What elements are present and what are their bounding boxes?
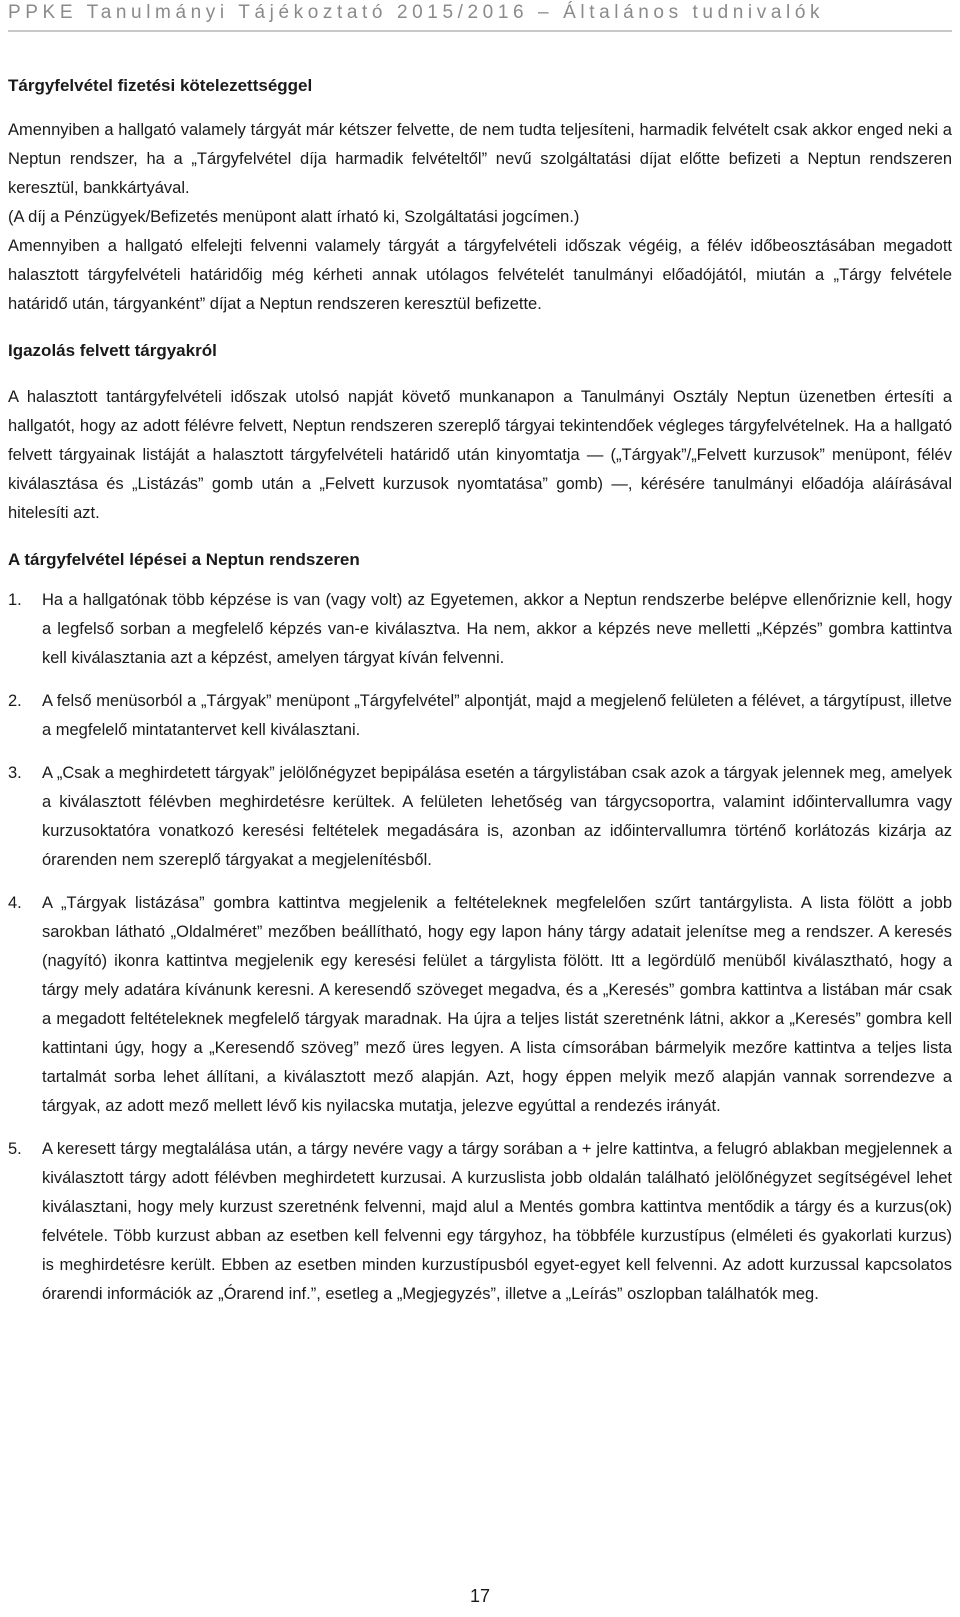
page-body	[8, 72, 952, 1323]
paragraph-certificate: A halasztott tantárgyfelvételi időszak utolsó napját követő munkanapon a Tanulmányi Osztály Neptun üzenetben értesíti a hallgatót, hogy az adott félévre felvett, Neptun rendszeren szereplő tárgyai tekintendőek végleges tárgyfelvételnek. Ha a hallgató felvett tárgyainak listáját a halasztott tárgyfelvételi határidő után kinyomtatja — („Tárgyak”/„Felvett kurzusok” menüpont, félév kiválasztása és „Listázás” gomb után a „Felvett kurzusok nyomtatása” gomb) —, kérésére tanulmányi előadója aláírásával hitelesíti azt.	[8, 388, 952, 522]
list-item-text: A felső menüsorból a „Tárgyak” menüpont „Tárgyfelvétel” alpontját, majd a megjelenő felületen a félévet, a tárgytípust, illetve a megfelelő mintatantervet kell kiválasztani.	[42, 692, 952, 739]
list-item	[8, 889, 952, 1121]
section-heading-payment: Tárgyfelvétel fizetési kötelezettséggel	[8, 76, 313, 95]
list-item-number: 3.	[8, 764, 22, 782]
header-rule	[8, 30, 952, 32]
list-item-number: 2.	[8, 692, 22, 710]
list-item-number: 4.	[8, 894, 22, 912]
paragraph-payment-1: Amennyiben a hallgató valamely tárgyát már kétszer felvette, de nem tudta teljesíteni, harmadik felvételt csak akkor enged neki a Neptun rendszer, ha a „Tárgyfelvétel díja harmadik felvételtől” nevű szolgáltatási díjat előtte befizeti a Neptun rendszeren keresztül, bankkártyával.	[8, 121, 952, 197]
list-item-text: A keresett tárgy megtalálása után, a tárgy nevére vagy a tárgy sorában a + jelre kattintva, a felugró ablakban megjelennek a kiválasztott tárgy adott félévben meghirdetett kurzusai. A kurzuslista jobb oldalán található jelölőnégyzet segítségével lehet kiválasztani, hogy mely kurzust szeretnénk felvenni, majd alul a Mentés gombra kattintva mentődik a tárgy és a kurzus(ok) felvétele. Több kurzust abban az esetben kell felvenni egy tárgyhoz, ha többféle kurzustípus (elméleti és gyakorlati kurzus) is meghirdetésre került. Ebben az esetben minden kurzustípusból egyet-egyet kell felvenni. Az adott kurzussal kapcsolatos órarendi információk az „Órarend inf.”, esetleg a „Megjegyzés”, illetve a „Leírás” oszlopban találhatók meg.	[42, 1140, 952, 1303]
paragraph-payment-3: Amennyiben a hallgató elfelejti felvenni valamely tárgyát a tárgyfelvételi időszak végéig, a félév időbeosztásában megadott halasztott tárgyfelvételi határidőig még kérheti annak utólagos felvételét tanulmányi előadójától, miután a „Tárgy felvétele határidő után, tárgyanként” díjat a Neptun rendszeren keresztül befizette.	[8, 237, 952, 313]
list-item	[8, 687, 952, 745]
section-heading-steps: A tárgyfelvétel lépései a Neptun rendszeren	[8, 550, 360, 569]
list-item-text: A „Tárgyak listázása” gombra kattintva megjelenik a feltételeknek megfelelően szűrt tantárgylista. A lista fölött a jobb sarokban látható „Oldalméret” mezőben beállítható, hogy egy lapon hány tárgy adatait jelenítse meg a rendszer. A keresés (nagyító) ikonra kattintva megjelenik egy keresési felület a tárgylista fölött. Itt a legördülő menüből kiválasztható, hogy a tárgy mely adatára kívánunk keresni. A keresendő szöveget megadva, és a „Keresés” gombra kattintva a listában már csak a megadott feltételeknek megfelelő tárgyak maradnak. Ha újra a teljes listát szeretnénk látni, akkor a „Keresés” gombra kell kattintani úgy, hogy a „Keresendő szöveg” mező üres legyen. A lista címsorában bármelyik mezőre kattintva a teljes lista tartalmát sorba lehet állítani, a kiválasztott mező alapján. Azt, hogy éppen melyik mező alapján vannak sorrendezve a tárgyak, az adott mező mellett lévő kis nyilacska mutatja, jelezve egyúttal a rendezés irányát.	[42, 894, 952, 1115]
list-item	[8, 1135, 952, 1309]
running-header	[8, 2, 952, 24]
list-item-text: Ha a hallgatónak több képzése is van (vagy volt) az Egyetemen, akkor a Neptun rendszerbe belépve ellenőriznie kell, hogy a legfelső sorban a megfelelő képzés van-e kiválasztva. Ha nem, akkor a képzés neve melletti „Képzés” gombra kattintva kell kiválasztania azt a képzést, amelyen tárgyat kíván felvenni.	[42, 591, 952, 667]
list-item	[8, 586, 952, 673]
header-title: PPKE Tanulmányi Tájékoztató 2015/2016 – Általános tudnivalók	[8, 2, 825, 23]
list-item-number: 1.	[8, 591, 22, 609]
section-certificate	[8, 337, 952, 528]
list-item-number: 5.	[8, 1140, 22, 1158]
section-payment	[8, 72, 952, 319]
list-item-text: A „Csak a meghirdetett tárgyak” jelölőnégyzet bepipálása esetén a tárgylistában csak azok a tárgyak jelennek meg, amelyek a kiválasztott félévben meghirdetésre kerültek. A felületen lehetőség van tárgycsoportra, valamint időintervallumra vagy kurzusoktatóra vonatkozó keresési feltételek megadására is, azonban az időintervallumra történő korlátozás kizárja az órarenden nem szereplő tárgyakat a megjelenítésből.	[42, 764, 952, 869]
paragraph-payment-2: (A díj a Pénzügyek/Befizetés menüpont alatt írható ki, Szolgáltatási jogcímen.)	[8, 208, 580, 226]
section-heading-certificate: Igazolás felvett tárgyakról	[8, 341, 217, 360]
section-steps	[8, 546, 952, 1309]
list-item	[8, 759, 952, 875]
steps-list	[8, 586, 952, 1309]
document-page	[8, 0, 952, 1617]
page-number: 17	[469, 1586, 491, 1606]
